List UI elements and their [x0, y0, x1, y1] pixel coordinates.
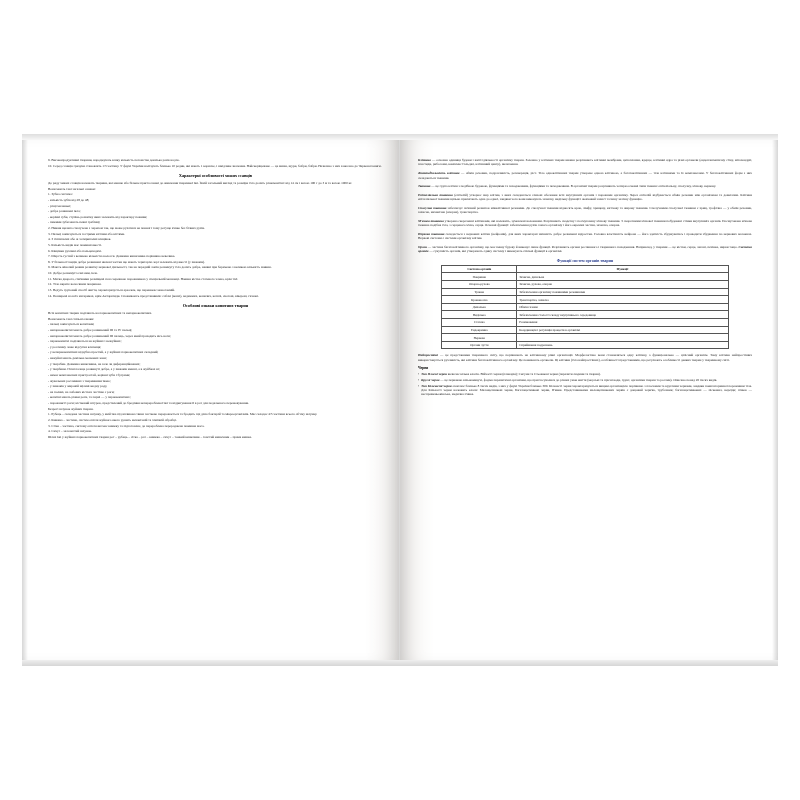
term-text: — це група клітин з подібною будовою, функціями та походженням, функціями та походженням. В організмі тварин розрізняють чотири основні типи тканин: епітеліальну, сполучну, м'язову, нервову.: [431, 184, 716, 189]
cell-function: Забезпечення сталості складу внутрішнього середовища: [517, 311, 728, 319]
list-item: 4. Сичуг – залозистий шлунок.: [48, 429, 92, 434]
term-paragraph: [421, 384, 752, 397]
list-item: - у тварбини. Гіпні палаце розвинуті добре, а у хижаків менші, а в жуйбках ні;: [48, 367, 160, 372]
list-item: 2. Книжка – частина, систем опісля жуйного якого рушать механічній та хімічній обробці.: [48, 417, 177, 422]
table-title: Функції систем органів тварин: [556, 257, 614, 263]
list-item: - у рослинну ложе відсутня ключиця;: [48, 344, 102, 349]
list-item: - пальці закінчуються копитами;: [48, 322, 95, 327]
list-item: [418, 384, 752, 399]
section-heading: Характерні особливості хижих ссавців: [178, 173, 253, 179]
paragraph: Всіх копитних тварин поділяють на парнокопитних та непарнокопитних.: [48, 311, 152, 315]
term-text: — сукупність органів, які утворюють єдину систему і виконують спільні функції в організмі.: [429, 249, 563, 254]
cell-system: Видільна: [442, 311, 517, 319]
cell-function: Сприймання подразнень: [517, 341, 728, 349]
term-paragraph: [418, 353, 752, 362]
table-row: [442, 296, 728, 304]
term-paragraph: [418, 245, 752, 254]
term-text: — основна одиниця будови і життєдіяльності організму тварин. Залежно у клітинах тварин нижня розрізняють клітинні мембрани, цитоплазми, ядерце, клітинні ядра та різні органели (ендоплазматичну сітку, мітохондрії, пластиди, рибосоми, комплекс Гольджі, клітинний центр), включення.: [418, 158, 752, 167]
term-text: охоплює близько 8 тисяч видів, з них у фауні України близько 300. Кільчасті черви характеризуються вищим організацією порівняно з плоскими та круглими червами, завдяки появі вторинної порожнини тіла. Для Кільчасті черви належить класи: Малощетинкові черви, Багатощетинкові черви, П'явки. Представниками малощетинкових червів є дощовий черв'як, трубочник; багатощетинкових — піскожил, нереїди; п'явок — несправжньокінська, медична п'явка.: [421, 383, 753, 397]
list-item: - корінні зуби, ступінь розвитку яких залежить від характеру поживи;: [48, 214, 148, 219]
list-item: 2. Нижня щелепа сполучена з черепом так, що може рухатися не повної і тому ротуще в'язко без бічних рухів.: [48, 226, 205, 231]
term-label: Тип Плоскі черви: [421, 372, 447, 377]
left-page: [22, 140, 400, 660]
cell-function: Забезпечення організму поживними речовинами: [517, 288, 728, 296]
table-row: [442, 319, 728, 327]
cell-system: Дихальна: [442, 303, 517, 311]
table-row: [442, 326, 728, 334]
list-features-predators: [48, 192, 383, 298]
list-item: - копитні мають ріжки роги, та парні — у парнокопитних;: [48, 395, 131, 400]
table-row: [442, 303, 728, 311]
organ-definitions: [418, 245, 752, 254]
list-item: 3. Пальці закінчуються гострими кігтями або кігтями.: [48, 231, 125, 236]
open-book-spread: [22, 140, 778, 660]
list-features-ungulates: [48, 322, 383, 405]
term-text: включає кілька класів. Війчасті черви (планарія); Сисуни та Стьожкові черви (паразити людини та тварин).: [447, 372, 601, 377]
paragraph: До ряду хижих ссавців належать тварини, які менше або більше пристосовані до живлення тваринної їжі. Їхній загальний вигляд та розміри тіла досить різноманітні: від 14 см і вагою 100 г до 3 м та вагою 1000 кг.: [48, 181, 353, 186]
term-text: забезпечує зв'язний розвиток міжклітинної речовини. До сполучної тканини відносять кров, лімфу, хрящову, кісткову та жирову тканини. Сполучними сполучної тканини є хрящ, трофічна — у обмін речовин, захисна, механічна (опорна), транспортна.: [418, 205, 752, 215]
paragraph: 10. Серед ссавців гризуни становлять 1/3 частину. У фауні України налічують близько 10 родин, які мають 1 корисне, і шкідливе значення. Найскоріщеване — це миша, щури, бобри, бабри. Незначно з них занесено до Червоної книги.: [48, 163, 382, 168]
column-header-function: Функції: [517, 265, 728, 273]
bullet-icon: •: [418, 377, 420, 382]
cell-system: Нервова: [442, 334, 517, 342]
cell-system: Травна: [442, 288, 517, 296]
term-label: Тканина: [418, 184, 431, 189]
list-item: - у непарнокопитних відзубна простий, а у жуйних парнокопитних складний;: [48, 350, 159, 355]
list-item: Безрогі шлунок жуйних тварин.: [48, 406, 94, 411]
term-paragraph: [418, 184, 752, 188]
term-label: Епітеліальна тканина: [418, 192, 453, 197]
list-item: 12. Тіло вкрите волосяним покривом.: [48, 282, 102, 287]
cell-system: Покривна: [442, 273, 517, 281]
list-item: - добре розвинені ікла;: [48, 209, 81, 214]
term-text: — частина багатоклітинного організму, що має певну будову й виконує лише функції. Розрізняють органи рослинного і тваринного походження. Наприклад, у тварини — це кістки, серце, легені, печінка, нирки тощо.: [427, 245, 738, 249]
term-text: складається з нервових клітин (нейронів), для яких характерні змінність добре розвинені відростки. Головна властивість нейрона — його здатність збуджуватись і проводити збудження по нервових волокнах. Нервові системи є системи організму клітин.: [418, 231, 752, 241]
right-page-edge-shadow: [772, 140, 778, 660]
list-item: - різці маленькі;: [48, 203, 71, 208]
list-item: - нежуйні мають декілька мозкових зони;: [48, 356, 107, 360]
term-text: — це представники тваринного світу, що порівнюють на клітинному рівні організації. Морфологічно вони становляться одну клітину, а функціонально — цілісний організм. Тому клітина найпростіших використовується рухливість, які клітини багатоклітинного організму. Це поживають органели. Ці клітини (тіла найпростіших), особливості представників, що регулюють особливості деяких тварин у тваринному світі.: [418, 353, 752, 362]
table-row: [442, 281, 728, 289]
list-item: - кількість зубів від 28 до 48;: [48, 197, 90, 202]
list-item: - жувальних рослинних з тваринними їжею;: [48, 378, 111, 383]
term-label: Життєдіяльність клітини: [418, 171, 460, 176]
cell-system: Кровоносна: [442, 296, 517, 304]
table-header-row: [442, 265, 728, 273]
term-paragraph: [418, 206, 752, 215]
term-label: Тип Кільчасті черви: [421, 383, 452, 388]
term-text: (епітелій) утворює шар клітин, з яких складаються слизові оболонки всіх внутрішніх органів і порожнин організму. Через епітелій відбувається обмін речовин між організмом та довкіллям. Клітини епітеліальної тканини щільно прилягають одна до одної, завдяки чого вони виконують захисну, видільну функції і жовчовий захист та іншу залізну функцію.: [418, 192, 753, 202]
list-item: 14. Поширені на всіх материках, крім Антарктиди. Споживають представників: собачі (вовчі), ведмежих, кошачих, котячі, єнотові, віверові, гієнові.: [48, 293, 259, 298]
term-paragraph: [418, 193, 752, 202]
list-item: - хижими зуби мають певні гребінці;: [48, 220, 101, 225]
paragraph: Вони мають такі спільні ознаки:: [48, 316, 95, 321]
term-label: Найпростіші: [418, 353, 439, 358]
organ-systems-table: [441, 265, 728, 350]
list-item: 11. Матка дворога, сім'яники розміщені поза черевною порожниною у спеціальній мошонці. Наявна кістка статевого члена, крім тієї.: [48, 276, 239, 281]
cell-function: Транспортна, захисна: [517, 296, 728, 304]
list-item: - парнокопитні поділяються на жуйних і нежуйних;: [48, 339, 122, 344]
cell-system: Статева: [442, 319, 517, 327]
table-row: [442, 334, 728, 342]
term-text: утворена скороченні клітинами, які належить, зумовлені волокнами. Розрізняють скадетну і посмуговану м'язову тканини. З скоротними м'язової тканини побудовані стінки внутрішніх органів. Посмугована м'язова тканина подібна тіла, з серцевого м'яза, серця. Основні функції: забезпечення рухів самого організму і його окремих частин, захисна, опорна.: [418, 218, 753, 228]
term-paragraph: [421, 378, 717, 382]
list-item: - у тварзбин. Довжина кишечника, не зале ля диференційованих;: [48, 361, 141, 366]
cell-function: Захисна, рухова, опорна: [517, 281, 728, 289]
term-paragraph: [418, 171, 752, 180]
cell-system: Ендокринна: [442, 326, 517, 334]
subsection-heading: Черви: [418, 366, 429, 371]
term-label: Сполучна тканина: [418, 205, 447, 210]
cell-function: Розмноження: [517, 319, 728, 327]
table-row: [442, 341, 728, 349]
cell-function: Захисна, дихальна: [517, 273, 728, 281]
list-item: - непарнокопитні мають добре розвинений ІІІ палець, через який проходить вісь ноги;: [48, 333, 171, 338]
table-row: [442, 288, 728, 296]
list-item: Шлях їжі у жуйних парнокопитних тварин рот – рубець – сітка – рот – книжка – сичуг – тонкий кишечник – товстий кишечник – пряма кишка.: [48, 434, 252, 439]
list-item: - непарнокопитні мають добре розвинений ІІІ та ІV пальці;: [48, 327, 133, 332]
cell-system: Опорно-рухова: [442, 281, 517, 289]
cell-function: [517, 334, 728, 342]
list-stomach-parts: [48, 407, 383, 440]
paragraph: Вони мають такі загальні ознаки:: [48, 186, 96, 191]
bullet-icon: •: [418, 383, 420, 388]
cell-function: Обмін газами: [517, 303, 728, 311]
paragraph: 9. Високопродуктивні тварини, народжувать всяку кількість потомства декілька разів на рік.: [48, 158, 180, 162]
term-label: М'язова тканина: [418, 218, 444, 223]
section-heading: Особливі ознаки копитних тварин: [182, 303, 249, 308]
cell-system: Органи чуття: [442, 341, 517, 349]
list-item: 5. Кількість видів має поживні якості.: [48, 242, 102, 247]
list-item: - порожнисті роги; кістковий штурок, предствлений до бродіння непереробленої їжі та відригування її в рот для подальшого пережовування.: [48, 401, 249, 405]
list-item: 7. Шерсть густий з великою кількістю волосся. Довжина кишечника порівняно невелика.: [48, 254, 176, 259]
cell-function: Координація і регуляція процесів в організмі: [517, 326, 728, 334]
bullet-icon: •: [418, 372, 420, 377]
term-label: Система органів: [418, 245, 752, 254]
terms-list-cells-tissues: [418, 158, 752, 241]
column-header-system: Система органів: [442, 265, 517, 273]
list-item: 1. Зубна система:: [48, 192, 73, 197]
term-text: — це перважно вільноживучі, форма паразитичні організми, що пристосувалися до різних умов життя (морські та прісні води, ґрунт, організми тварин та рослин). Описано понад 20 тисяч видів.: [440, 377, 718, 382]
list-item: 9. Мають жіночий режим розвитку нервової діяльності, так на передній лопів розвинуту тіла досить добре, наявні при беремено з великою кількість звивин.: [48, 265, 272, 270]
list-item: 6. Кінцівки рухливі або пальцеходячі.: [48, 248, 102, 253]
list-item: 10. Добре розвинуті очні ями, ікла.: [48, 271, 98, 276]
list-item: 13. Ведуть груповий спосіб життя, характеризується ареалом, що переважає моногамній.: [48, 287, 176, 292]
term-label: Нервова тканина: [418, 231, 445, 236]
list-item: - на поляні, на лобових кістках частіше є роги;: [48, 389, 115, 394]
right-page: [400, 140, 778, 660]
term-paragraph: [418, 158, 752, 167]
term-label: Орган: [418, 245, 427, 249]
term-label: Круглі черви: [421, 377, 440, 382]
list-item: 3. Сітка – частина, систему опісля які має книжку та підготовляє, де перероблена перероджена поживна маса.: [48, 423, 205, 428]
left-page-edge-shadow: [22, 140, 28, 660]
list-item: 4. З п'ятипалих або ж чотирипалих кінцівок.: [48, 237, 112, 242]
term-paragraph: [421, 372, 601, 376]
term-paragraph: [418, 232, 752, 241]
list-item: 8. У більшості видів добре розвинені нюхові частки що мають територію зорі залежить від якості (у хижаків).: [48, 259, 205, 264]
term-label: Клітина: [418, 158, 431, 162]
list-item: - у хижаків у жировій щілині жодну роду,: [48, 384, 108, 389]
table-row: [442, 311, 728, 319]
list-item: 1. Рубець – складова частина шлунку, у якій їжа під впливом слини частково перерожається та бродить під дією бактерій та мікроорганізмів. Має складає 4/5 частини всього об'єму шлунку.: [48, 412, 318, 417]
list-item: - немає комплексних пристрастей, корінні зуби і буграми;: [48, 372, 131, 377]
table-row: [442, 273, 728, 281]
term-text: — обмін речовин, подразливість, регенерація, ріст. Тіло одноклітинних тварин утворене одною клітиною, а багатоклітинних — тіла клітинами та їх комплексами. У багатоклітинних форм з них складаються тканини.: [418, 171, 752, 180]
term-paragraph: [418, 219, 752, 228]
